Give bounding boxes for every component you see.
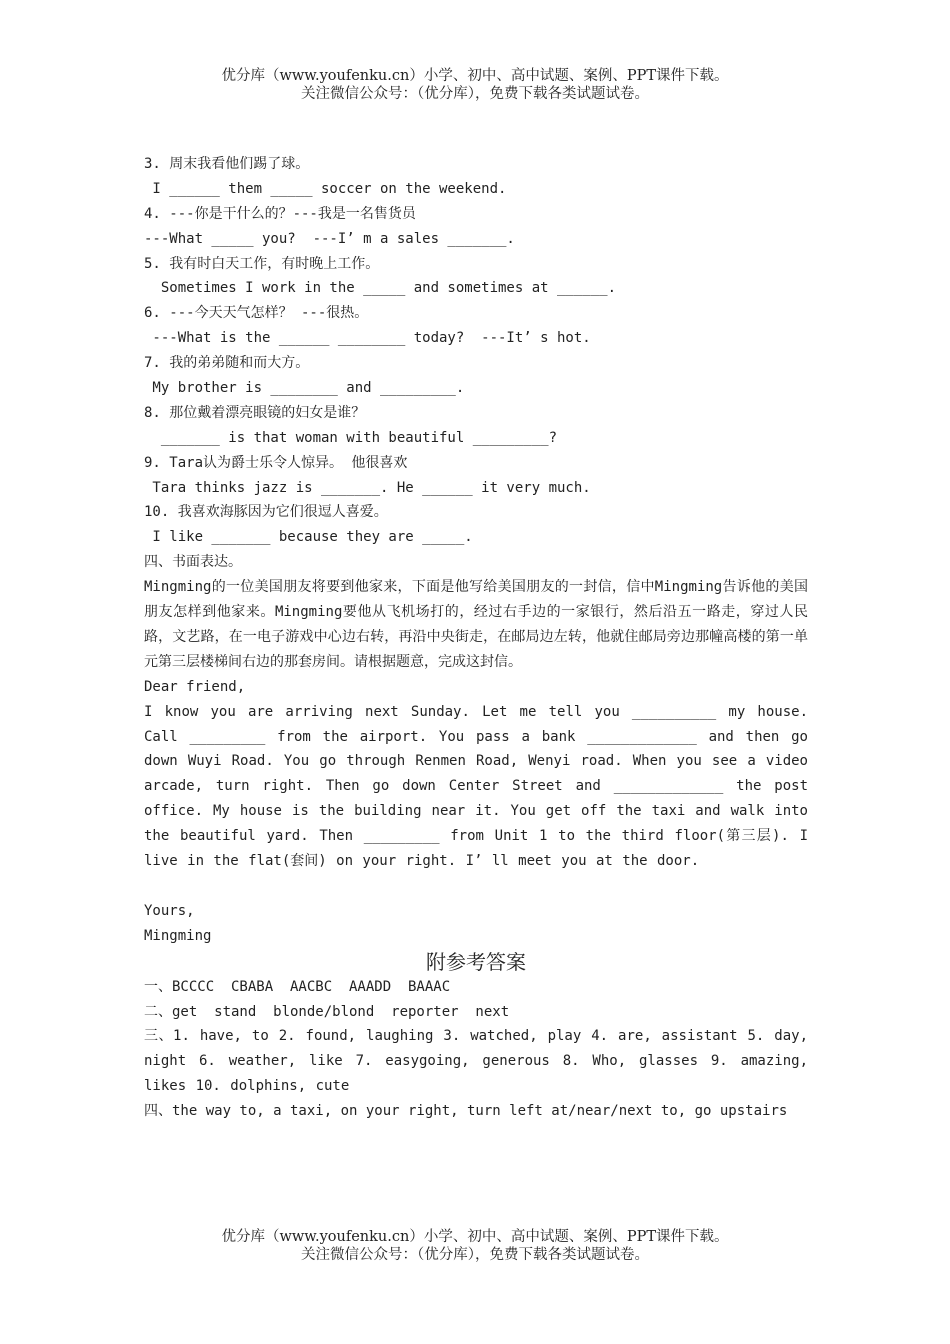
q5-chinese: 5. 我有时白天工作，有时晚上工作。 bbox=[144, 255, 380, 272]
letter-greeting: Dear friend, bbox=[144, 678, 246, 695]
q7-english: My brother is ________ and _________. bbox=[144, 380, 465, 397]
blank-line bbox=[144, 874, 808, 899]
q6-english: ---What is the ______ ________ today? ---It’ s hot. bbox=[144, 330, 591, 347]
q7-chinese: 7. 我的弟弟随和而大方。 bbox=[144, 355, 310, 372]
writing-instructions: Mingming的一位美国朋友将要到他家来，下面是他写给美国朋友的一封信，信中Mingming告诉他的美国朋友怎样到他家来。Mingming要他从飞机场打的，经过右手边的一家银行，然后沿五一路走，穿过人民路，文艺路，在一电子游戏中心边右转，再沿中央街走，在邮局边左转，他就住邮局旁边那幢高楼的第一单元第三层楼梯间右边的那套房间。请根据题意，完成这封信。 bbox=[144, 579, 808, 670]
letter-signature: Mingming bbox=[144, 927, 212, 944]
answers-part1: 一、BCCCC CBABA AACBC AAADD BAAAC bbox=[144, 978, 451, 995]
q8-english: _______ is that woman with beautiful _________? bbox=[144, 429, 558, 446]
letter-closing: Yours, bbox=[144, 902, 195, 919]
q10-chinese: 10. 我喜欢海豚因为它们很逗人喜爱。 bbox=[144, 504, 388, 521]
section4-heading: 四、书面表达。 bbox=[144, 554, 242, 571]
answer-key-title: 附参考答案 bbox=[426, 949, 526, 974]
q3-english: I ______ them _____ soccer on the weekend. bbox=[144, 180, 507, 197]
page-header bbox=[0, 67, 950, 103]
footer-line-2: 关注微信公众号：（优分库），免费下载各类试题试卷。 bbox=[301, 1247, 649, 1263]
q9-english: Tara thinks jazz is _______. He ______ it very much. bbox=[144, 479, 591, 496]
q3-chinese: 3. 周末我看他们踢了球。 bbox=[144, 156, 310, 172]
letter-body: I know you are arriving next Sunday. Let me tell you __________ my house. Call _________ from the airport. You pass a bank _____________ and then go down Wuyi Road. You go through Renmen Road, Wenyi road. When you see a video arcade, turn right. Then go down Center Street and _____________ the post office. My house is the building near it. You get off the taxi and walk into the beautiful yard. Then _________ from Unit 1 to the third floor(第三层). I live in the flat(套间) on your right. I’ ll meet you at the door. bbox=[144, 703, 808, 870]
q9-chinese: 9. Tara认为爵士乐令人惊异。 他很喜欢 bbox=[144, 454, 408, 471]
footer-line-1: 优分库（www.youfenku.cn）小学、初中、高中试题、案例、PPT课件下载。 bbox=[221, 1229, 729, 1245]
answers-part2: 二、get stand blonde/blond reporter next bbox=[144, 1003, 510, 1020]
answers-part3: 三、1. have, to 2. found, laughing 3. watched, play 4. are, assistant 5. day, night 6. weather, like 7. easygoing, generous 8. Who, glasses 9. amazing, likes 10. dolphins, cute bbox=[144, 1028, 808, 1095]
document-body bbox=[144, 152, 808, 1124]
q6-chinese: 6. ---今天天气怎样？ ---很热。 bbox=[144, 305, 369, 322]
q4-english: ---What _____ you? ---I’ m a sales _______. bbox=[144, 230, 515, 247]
q5-english: Sometimes I work in the _____ and sometimes at ______. bbox=[144, 280, 617, 297]
header-line-1: 优分库（www.youfenku.cn）小学、初中、高中试题、案例、PPT课件下载。 bbox=[221, 68, 729, 84]
answers-part4: 四、the way to, a taxi, on your right, turn left at/near/next to, go upstairs bbox=[144, 1103, 788, 1120]
q8-chinese: 8. 那位戴着漂亮眼镜的妇女是谁？ bbox=[144, 404, 366, 421]
header-line-2: 关注微信公众号：（优分库），免费下载各类试题试卷。 bbox=[301, 86, 649, 102]
q10-english: I like _______ because they are _____. bbox=[144, 529, 473, 546]
q4-chinese: 4. ---你是干什么的？---我是一名售货员 bbox=[144, 205, 416, 222]
page-footer bbox=[0, 1228, 950, 1264]
